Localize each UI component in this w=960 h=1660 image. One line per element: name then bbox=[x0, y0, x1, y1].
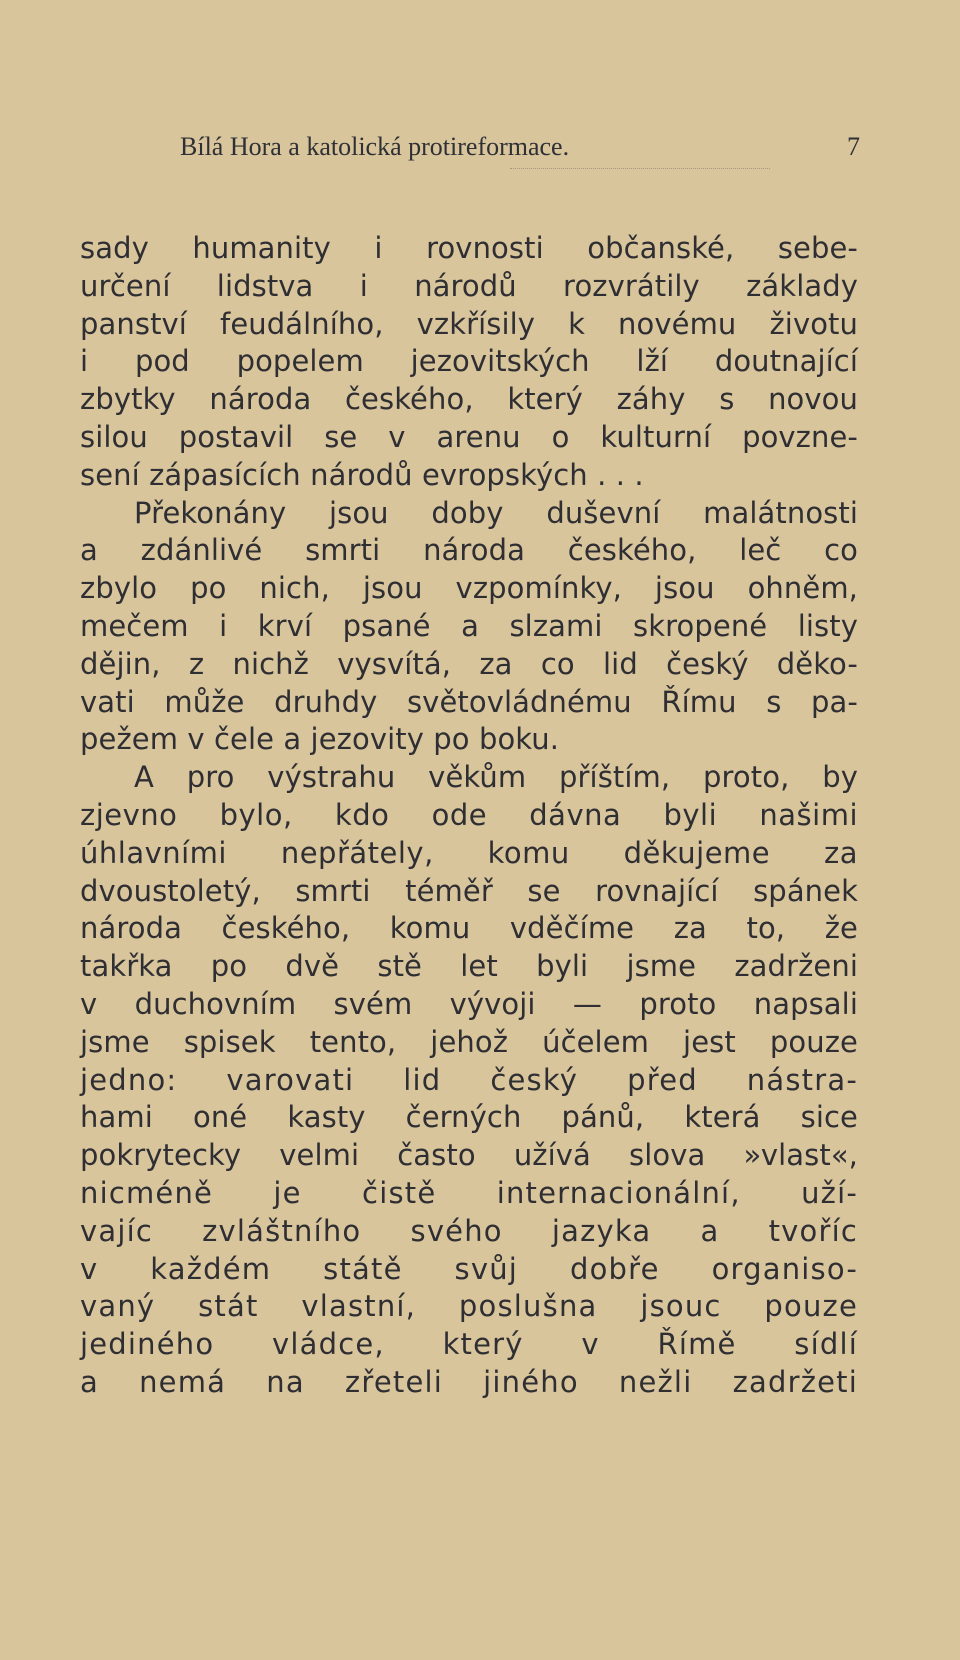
text-line: zbytky národa českého, který záhy s novou bbox=[80, 382, 858, 417]
text-line: hami oné kasty černých pánů, která sice bbox=[80, 1100, 858, 1135]
text-line: silou postavil se v arenu o kulturní povzne- bbox=[80, 419, 858, 454]
text-line: dvoustoletý, smrti téměř se rovnající spánek bbox=[80, 873, 858, 908]
text-line: v duchovním svém vývoji — proto napsali bbox=[80, 986, 858, 1021]
header-rule bbox=[510, 168, 770, 169]
text-line: určení lidstva i národů rozvrátily základy bbox=[80, 268, 858, 303]
text-line: A pro výstrahu věkům příštím, proto, by bbox=[134, 760, 858, 795]
text-line: vaný stát vlastní, poslušna jsouc pouze bbox=[80, 1289, 858, 1324]
page-number: 7 bbox=[847, 132, 860, 161]
text-line: Překonány jsou doby duševní malátnosti bbox=[134, 495, 858, 530]
text-line: jedno: varovati lid český před nástra- bbox=[80, 1062, 858, 1097]
text-line: nicméně je čistě internacionální, uží- bbox=[80, 1175, 858, 1210]
text-line: úhlavními nepřátely, komu děkujeme za bbox=[80, 835, 858, 870]
page-header bbox=[180, 130, 860, 170]
text-line: a nemá na zřeteli jiného nežli zadržeti bbox=[80, 1364, 858, 1399]
text-line: takřka po dvě stě let byli jsme zadrženi bbox=[80, 949, 858, 984]
text-line: i pod popelem jezovitských lží doutnající bbox=[80, 344, 858, 379]
text-line: pokrytecky velmi často užívá slova »vlast«, bbox=[80, 1138, 858, 1173]
text-line: vati může druhdy světovládnému Římu s pa- bbox=[80, 684, 858, 719]
running-title: Bílá Hora a katolická protireformace. bbox=[180, 132, 570, 161]
text-line: národa českého, komu vděčíme za to, že bbox=[80, 911, 858, 946]
text-line: panství feudálního, vzkřísily k novému životu bbox=[80, 306, 858, 341]
text-line: a zdánlivé smrti národa českého, leč co bbox=[80, 533, 858, 568]
text-line: sady humanity i rovnosti občanské, sebe- bbox=[80, 231, 858, 265]
text-line: zbylo po nich, jsou vzpomínky, jsou ohněm, bbox=[80, 571, 858, 606]
body-text bbox=[80, 230, 858, 1402]
text-line: sení zápasících národů evropských . . . bbox=[80, 457, 644, 492]
text-line: zjevno bylo, kdo ode dávna byli našimi bbox=[80, 797, 858, 832]
text-line: vajíc zvláštního svého jazyka a tvoříc bbox=[80, 1213, 858, 1248]
text-line: mečem i krví psané a slzami skropené listy bbox=[80, 608, 858, 643]
text-line: jsme spisek tento, jehož účelem jest pouze bbox=[80, 1024, 858, 1059]
text-line: jediného vládce, který v Římě sídlí bbox=[80, 1327, 858, 1362]
text-line: pežem v čele a jezovity po boku. bbox=[80, 722, 560, 757]
text-line: v každém státě svůj dobře organiso- bbox=[80, 1251, 858, 1286]
text-line: dějin, z nichž vysvítá, za co lid český děko- bbox=[80, 646, 858, 681]
